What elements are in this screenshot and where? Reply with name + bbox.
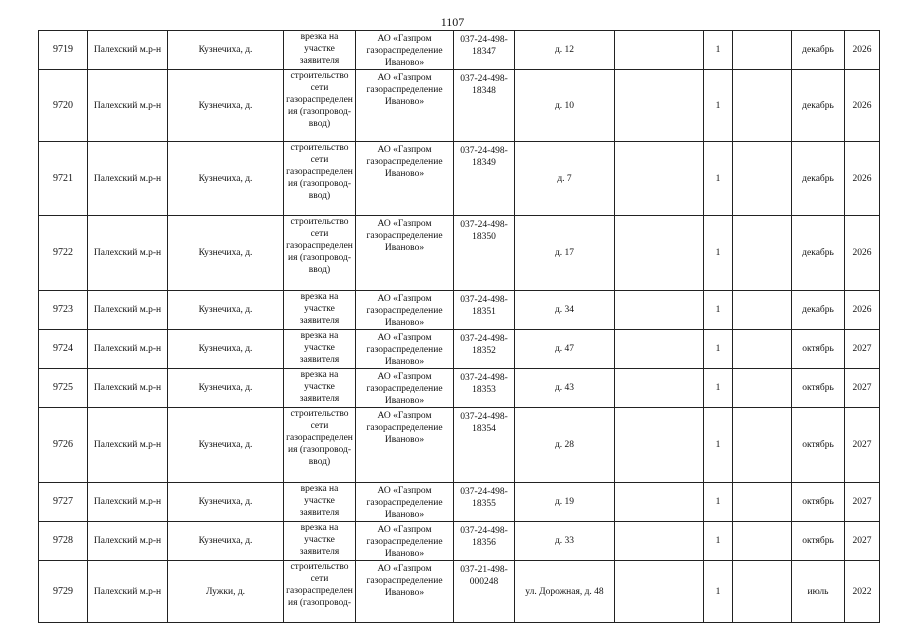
organization-cell: АО «Газпром газораспределение Иваново» — [356, 142, 454, 216]
work-type-cell: врезка на участке заявителя — [284, 522, 356, 561]
locality-cell: Лужки, д. — [168, 561, 284, 623]
quantity-cell: 1 — [704, 291, 733, 330]
year-cell: 2026 — [845, 70, 880, 142]
quantity-cell: 1 — [704, 142, 733, 216]
quantity-cell: 1 — [704, 369, 733, 408]
district-cell: Палехский м.р-н — [88, 142, 168, 216]
month-cell: декабрь — [792, 31, 845, 70]
table-row — [39, 408, 880, 483]
blank-cell — [733, 31, 792, 70]
year-cell: 2026 — [845, 216, 880, 291]
locality-cell: Кузнечиха, д. — [168, 70, 284, 142]
connections-table — [38, 30, 880, 623]
table-row — [39, 561, 880, 623]
year-cell: 2027 — [845, 369, 880, 408]
locality-cell: Кузнечиха, д. — [168, 216, 284, 291]
district-cell: Палехский м.р-н — [88, 330, 168, 369]
blank-cell — [615, 369, 704, 408]
table-body — [39, 31, 880, 623]
district-cell: Палехский м.р-н — [88, 70, 168, 142]
work-type-cell: врезка на участке заявителя — [284, 330, 356, 369]
quantity-cell: 1 — [704, 216, 733, 291]
code-cell: 037-24-498-18347 — [454, 31, 515, 70]
work-type-cell: строительство сети газораспределения (газопровод-ввод) — [284, 216, 356, 291]
district-cell: Палехский м.р-н — [88, 216, 168, 291]
year-cell: 2026 — [845, 291, 880, 330]
table-row — [39, 291, 880, 330]
code-cell: 037-24-498-18352 — [454, 330, 515, 369]
locality-cell: Кузнечиха, д. — [168, 522, 284, 561]
year-cell: 2027 — [845, 408, 880, 483]
quantity-cell: 1 — [704, 330, 733, 369]
blank-cell — [615, 142, 704, 216]
code-cell: 037-24-498-18355 — [454, 483, 515, 522]
locality-cell: Кузнечиха, д. — [168, 330, 284, 369]
month-cell: октябрь — [792, 330, 845, 369]
quantity-cell: 1 — [704, 31, 733, 70]
organization-cell: АО «Газпром газораспределение Иваново» — [356, 522, 454, 561]
month-cell: июль — [792, 561, 845, 623]
district-cell: Палехский м.р-н — [88, 31, 168, 70]
locality-cell: Кузнечиха, д. — [168, 369, 284, 408]
month-cell: октябрь — [792, 369, 845, 408]
organization-cell: АО «Газпром газораспределение Иваново» — [356, 216, 454, 291]
organization-cell: АО «Газпром газораспределение Иваново» — [356, 330, 454, 369]
year-cell: 2026 — [845, 31, 880, 70]
quantity-cell: 1 — [704, 483, 733, 522]
blank-cell — [615, 216, 704, 291]
table-row — [39, 522, 880, 561]
district-cell: Палехский м.р-н — [88, 561, 168, 623]
table-row — [39, 142, 880, 216]
work-type-cell: строительство сети газораспределения (газопровод-ввод) — [284, 142, 356, 216]
blank-cell — [733, 291, 792, 330]
blank-cell — [615, 70, 704, 142]
address-cell: ул. Дорожная, д. 48 — [515, 561, 615, 623]
work-type-cell: строительство сети газораспределения (газопровод- — [284, 561, 356, 623]
row-number: 9723 — [39, 291, 88, 330]
work-type-cell: строительство сети газораспределения (газопровод-ввод) — [284, 408, 356, 483]
year-cell: 2027 — [845, 522, 880, 561]
address-cell: д. 34 — [515, 291, 615, 330]
blank-cell — [733, 142, 792, 216]
blank-cell — [615, 330, 704, 369]
row-number: 9721 — [39, 142, 88, 216]
code-cell: 037-24-498-18350 — [454, 216, 515, 291]
organization-cell: АО «Газпром газораспределение Иваново» — [356, 483, 454, 522]
row-number: 9726 — [39, 408, 88, 483]
organization-cell: АО «Газпром газораспределение Иваново» — [356, 408, 454, 483]
district-cell: Палехский м.р-н — [88, 369, 168, 408]
blank-cell — [733, 561, 792, 623]
organization-cell: АО «Газпром газораспределение Иваново» — [356, 561, 454, 623]
organization-cell: АО «Газпром газораспределение Иваново» — [356, 70, 454, 142]
work-type-cell: врезка на участке заявителя — [284, 291, 356, 330]
address-cell: д. 19 — [515, 483, 615, 522]
table-row — [39, 330, 880, 369]
table-row — [39, 31, 880, 70]
quantity-cell: 1 — [704, 522, 733, 561]
organization-cell: АО «Газпром газораспределение Иваново» — [356, 291, 454, 330]
table-row — [39, 216, 880, 291]
work-type-cell: строительство сети газораспределения (газопровод-ввод) — [284, 70, 356, 142]
blank-cell — [733, 483, 792, 522]
row-number: 9720 — [39, 70, 88, 142]
organization-cell: АО «Газпром газораспределение Иваново» — [356, 31, 454, 70]
work-type-cell: врезка на участке заявителя — [284, 31, 356, 70]
blank-cell — [615, 291, 704, 330]
table-row — [39, 369, 880, 408]
district-cell: Палехский м.р-н — [88, 522, 168, 561]
blank-cell — [733, 522, 792, 561]
month-cell: октябрь — [792, 483, 845, 522]
month-cell: декабрь — [792, 142, 845, 216]
work-type-cell: врезка на участке заявителя — [284, 483, 356, 522]
year-cell: 2027 — [845, 483, 880, 522]
year-cell: 2026 — [845, 142, 880, 216]
code-cell: 037-24-498-18353 — [454, 369, 515, 408]
address-cell: д. 7 — [515, 142, 615, 216]
address-cell: д. 33 — [515, 522, 615, 561]
blank-cell — [615, 483, 704, 522]
month-cell: октябрь — [792, 408, 845, 483]
district-cell: Палехский м.р-н — [88, 291, 168, 330]
month-cell: декабрь — [792, 70, 845, 142]
quantity-cell: 1 — [704, 408, 733, 483]
blank-cell — [615, 31, 704, 70]
month-cell: октябрь — [792, 522, 845, 561]
district-cell: Палехский м.р-н — [88, 408, 168, 483]
year-cell: 2027 — [845, 330, 880, 369]
blank-cell — [615, 408, 704, 483]
month-cell: декабрь — [792, 291, 845, 330]
address-cell: д. 47 — [515, 330, 615, 369]
row-number: 9722 — [39, 216, 88, 291]
code-cell: 037-24-498-18354 — [454, 408, 515, 483]
blank-cell — [615, 561, 704, 623]
locality-cell: Кузнечиха, д. — [168, 291, 284, 330]
locality-cell: Кузнечиха, д. — [168, 142, 284, 216]
year-cell: 2022 — [845, 561, 880, 623]
locality-cell: Кузнечиха, д. — [168, 483, 284, 522]
code-cell: 037-24-498-18349 — [454, 142, 515, 216]
address-cell: д. 12 — [515, 31, 615, 70]
locality-cell: Кузнечиха, д. — [168, 31, 284, 70]
row-number: 9724 — [39, 330, 88, 369]
address-cell: д. 43 — [515, 369, 615, 408]
address-cell: д. 28 — [515, 408, 615, 483]
quantity-cell: 1 — [704, 561, 733, 623]
work-type-cell: врезка на участке заявителя — [284, 369, 356, 408]
locality-cell: Кузнечиха, д. — [168, 408, 284, 483]
blank-cell — [733, 330, 792, 369]
blank-cell — [733, 369, 792, 408]
table-row — [39, 70, 880, 142]
row-number: 9728 — [39, 522, 88, 561]
row-number: 9729 — [39, 561, 88, 623]
code-cell: 037-24-498-18348 — [454, 70, 515, 142]
row-number: 9725 — [39, 369, 88, 408]
blank-cell — [733, 408, 792, 483]
district-cell: Палехский м.р-н — [88, 483, 168, 522]
page-number: 1107 — [440, 15, 465, 29]
code-cell: 037-24-498-18351 — [454, 291, 515, 330]
blank-cell — [733, 70, 792, 142]
month-cell: декабрь — [792, 216, 845, 291]
blank-cell — [733, 216, 792, 291]
row-number: 9727 — [39, 483, 88, 522]
address-cell: д. 17 — [515, 216, 615, 291]
address-cell: д. 10 — [515, 70, 615, 142]
quantity-cell: 1 — [704, 70, 733, 142]
blank-cell — [615, 522, 704, 561]
table-row — [39, 483, 880, 522]
code-cell: 037-24-498-18356 — [454, 522, 515, 561]
row-number: 9719 — [39, 31, 88, 70]
organization-cell: АО «Газпром газораспределение Иваново» — [356, 369, 454, 408]
code-cell: 037-21-498-000248 — [454, 561, 515, 623]
